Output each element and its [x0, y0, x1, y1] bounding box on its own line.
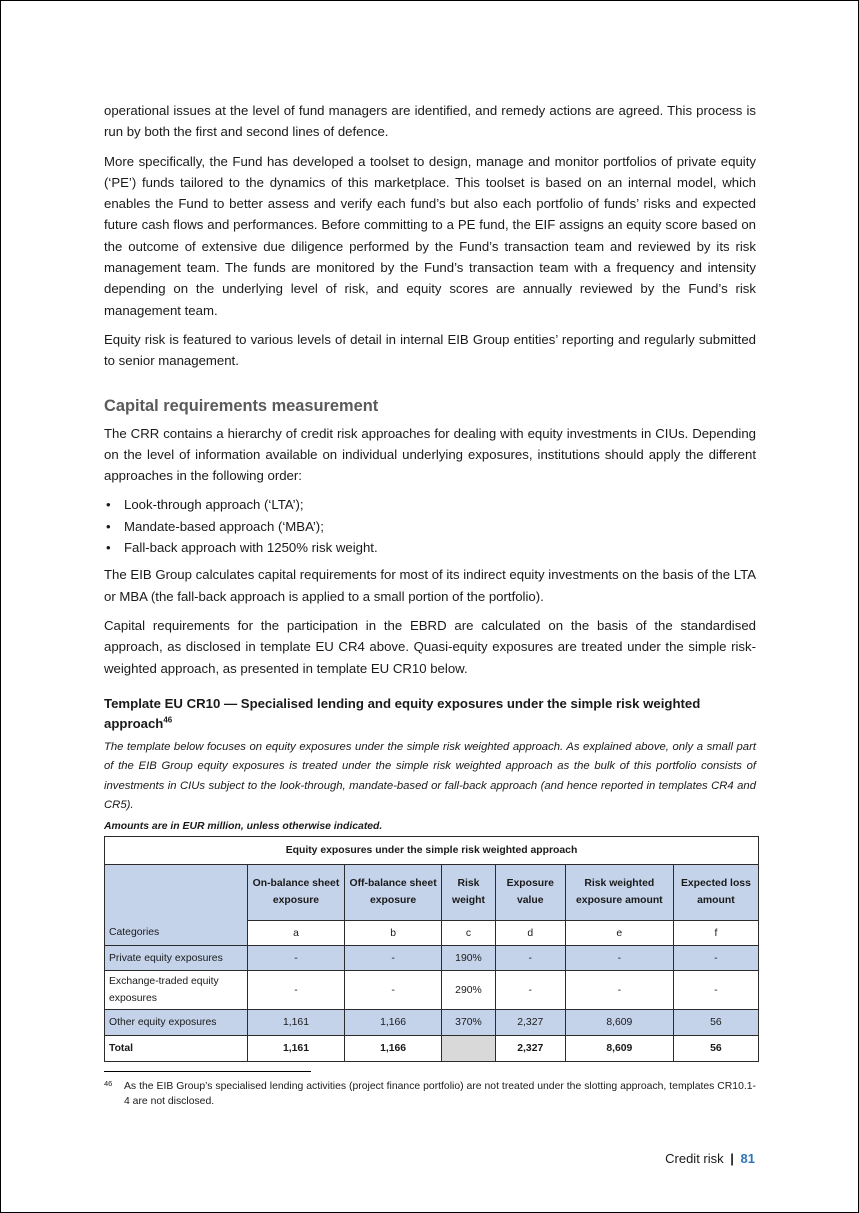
footnote — [104, 1079, 756, 1110]
column-letter: f — [673, 921, 758, 946]
footnote-number: 46 — [104, 1079, 113, 1088]
row-label: Private equity exposures — [105, 946, 248, 971]
table-cell: - — [248, 971, 345, 1010]
column-header: On-balance sheet exposure — [248, 865, 345, 921]
table-cell: 1,166 — [344, 1036, 441, 1062]
table-title-row — [105, 837, 759, 865]
list-item: • Fall-back approach with 1250% risk weight. — [104, 537, 756, 558]
paragraph-equity-risk-reporting: Equity risk is featured to various levels of detail in internal EIB Group entities’ reporting and regularly submitted to senior management. — [104, 331, 756, 369]
column-header: Expected loss amount — [673, 865, 758, 921]
column-header: Exposure value — [495, 865, 565, 921]
table-cell: - — [565, 946, 673, 971]
table-cell: 8,609 — [565, 1010, 673, 1036]
table-cell: 290% — [442, 971, 496, 1010]
column-header: Off-balance sheet exposure — [344, 865, 441, 921]
table-cell: 190% — [442, 946, 496, 971]
page-number: 81 — [740, 1151, 755, 1166]
table-cell: - — [248, 946, 345, 971]
table-cell: - — [344, 946, 441, 971]
footer-section-label: Credit risk — [665, 1151, 724, 1166]
table-cell: 1,161 — [248, 1036, 345, 1062]
template-intro: The template below focuses on equity exposures under the simple risk weighted approach. As explained above, only a small part of the EIB Group equity exposures is treated under the simple risk weighted approach as the bulk of this portfolio consists of investments in CIUs subject to the look-through, mandate-based or fall-back approach (and hence reported in templates CR4 and CR5). — [104, 740, 756, 812]
row-label: Other equity exposures — [105, 1010, 248, 1036]
section-heading: Capital requirements measurement — [104, 396, 379, 415]
paragraph-ebrd: Capital requirements for the participation in the EBRD are calculated on the basis of the standardised approach, as disclosed in template EU CR4 above. Quasi-equity exposures are treated under the simple risk-weighted approach, as presented in template EU CR10 below. — [104, 617, 756, 676]
table-row — [105, 971, 759, 1010]
paragraph-operational-issues: operational issues at the level of fund managers are identified, and remedy actions are agreed. This process is run by both the first and second lines of defence. — [104, 103, 756, 140]
table-cell: - — [495, 946, 565, 971]
column-header: Risk weighted exposure amount — [565, 865, 673, 921]
table-cell: - — [673, 946, 758, 971]
table-total-row — [105, 1036, 759, 1062]
paragraph-lta-mba: The EIB Group calculates capital requirements for most of its indirect equity investments on the basis of the LTA or MBA (the fall-back approach is applied to a small portion of the portfolio). — [104, 567, 756, 604]
list-item: • Look-through approach (‘LTA’); — [104, 494, 756, 515]
row-label: Total — [105, 1036, 248, 1062]
table-cell: 370% — [442, 1010, 496, 1036]
table-header-row — [105, 865, 759, 921]
table-cell: 2,327 — [495, 1036, 565, 1062]
categories-header: Categories — [105, 865, 248, 946]
amounts-note: Amounts are in EUR million, unless otherwise indicated. — [104, 821, 383, 833]
page-content — [104, 100, 756, 1062]
table-cell: - — [565, 971, 673, 1010]
table-cell: 2,327 — [495, 1010, 565, 1036]
table-cell: 56 — [673, 1036, 758, 1062]
table-cell-empty — [442, 1036, 496, 1062]
footnote-divider — [104, 1071, 311, 1072]
table-cell: 1,166 — [344, 1010, 441, 1036]
column-letter: c — [442, 921, 496, 946]
table-row — [105, 946, 759, 971]
approach-list — [104, 494, 756, 558]
template-title — [104, 694, 756, 734]
table-cell: - — [495, 971, 565, 1010]
footnote-text: As the EIB Group’s specialised lending activities (project finance portfolio) are not treated under the slotting approach, templates CR10.1-4 are not disclosed. — [124, 1081, 756, 1108]
footnote-ref[interactable]: 46 — [163, 715, 173, 725]
table-cell: 56 — [673, 1010, 758, 1036]
column-letter: a — [248, 921, 345, 946]
footer-separator: | — [730, 1151, 734, 1166]
column-letter: e — [565, 921, 673, 946]
column-letter: b — [344, 921, 441, 946]
paragraph-crr-hierarchy: The CRR contains a hierarchy of credit risk approaches for dealing with equity investments in CIUs. Depending on the level of information available on individual underlying exposures, institutions should apply the different approaches in the following order: — [104, 425, 756, 484]
column-header: Risk weight — [442, 865, 496, 921]
list-item: • Mandate-based approach (‘MBA’); — [104, 516, 756, 537]
table-cell: - — [344, 971, 441, 1010]
template-title-text: Template EU CR10 — Specialised lending and equity exposures under the simple risk weighted approach — [104, 695, 701, 731]
table-title: Equity exposures under the simple risk weighted approach — [105, 837, 759, 865]
table-cell: - — [673, 971, 758, 1010]
table-cell: 1,161 — [248, 1010, 345, 1036]
column-letter: d — [495, 921, 565, 946]
cr10-table — [104, 836, 759, 1062]
page-footer — [665, 1150, 755, 1168]
paragraph-toolset: More specifically, the Fund has developed a toolset to design, manage and monitor portfolios of private equity (‘PE’) funds tailored to the dynamics of this marketplace. This toolset is based on an internal model, which enables the Fund to better assess and verify each fund’s but also each portfolio of funds’ risks and expected future cash flows and performances. Before committing to a PE fund, the EIF assigns an equity score based on the outcome of extensive due diligence performed by the Fund’s transaction team and reviewed by its risk management team. The funds are monitored by the Fund’s transaction team with a frequency and intensity depending on the underlying level of risk, and equity scores are annually reviewed by the Fund’s risk management team. — [104, 153, 756, 318]
table-cell: 8,609 — [565, 1036, 673, 1062]
row-label: Exchange-traded equity exposures — [105, 971, 248, 1010]
table-row — [105, 1010, 759, 1036]
